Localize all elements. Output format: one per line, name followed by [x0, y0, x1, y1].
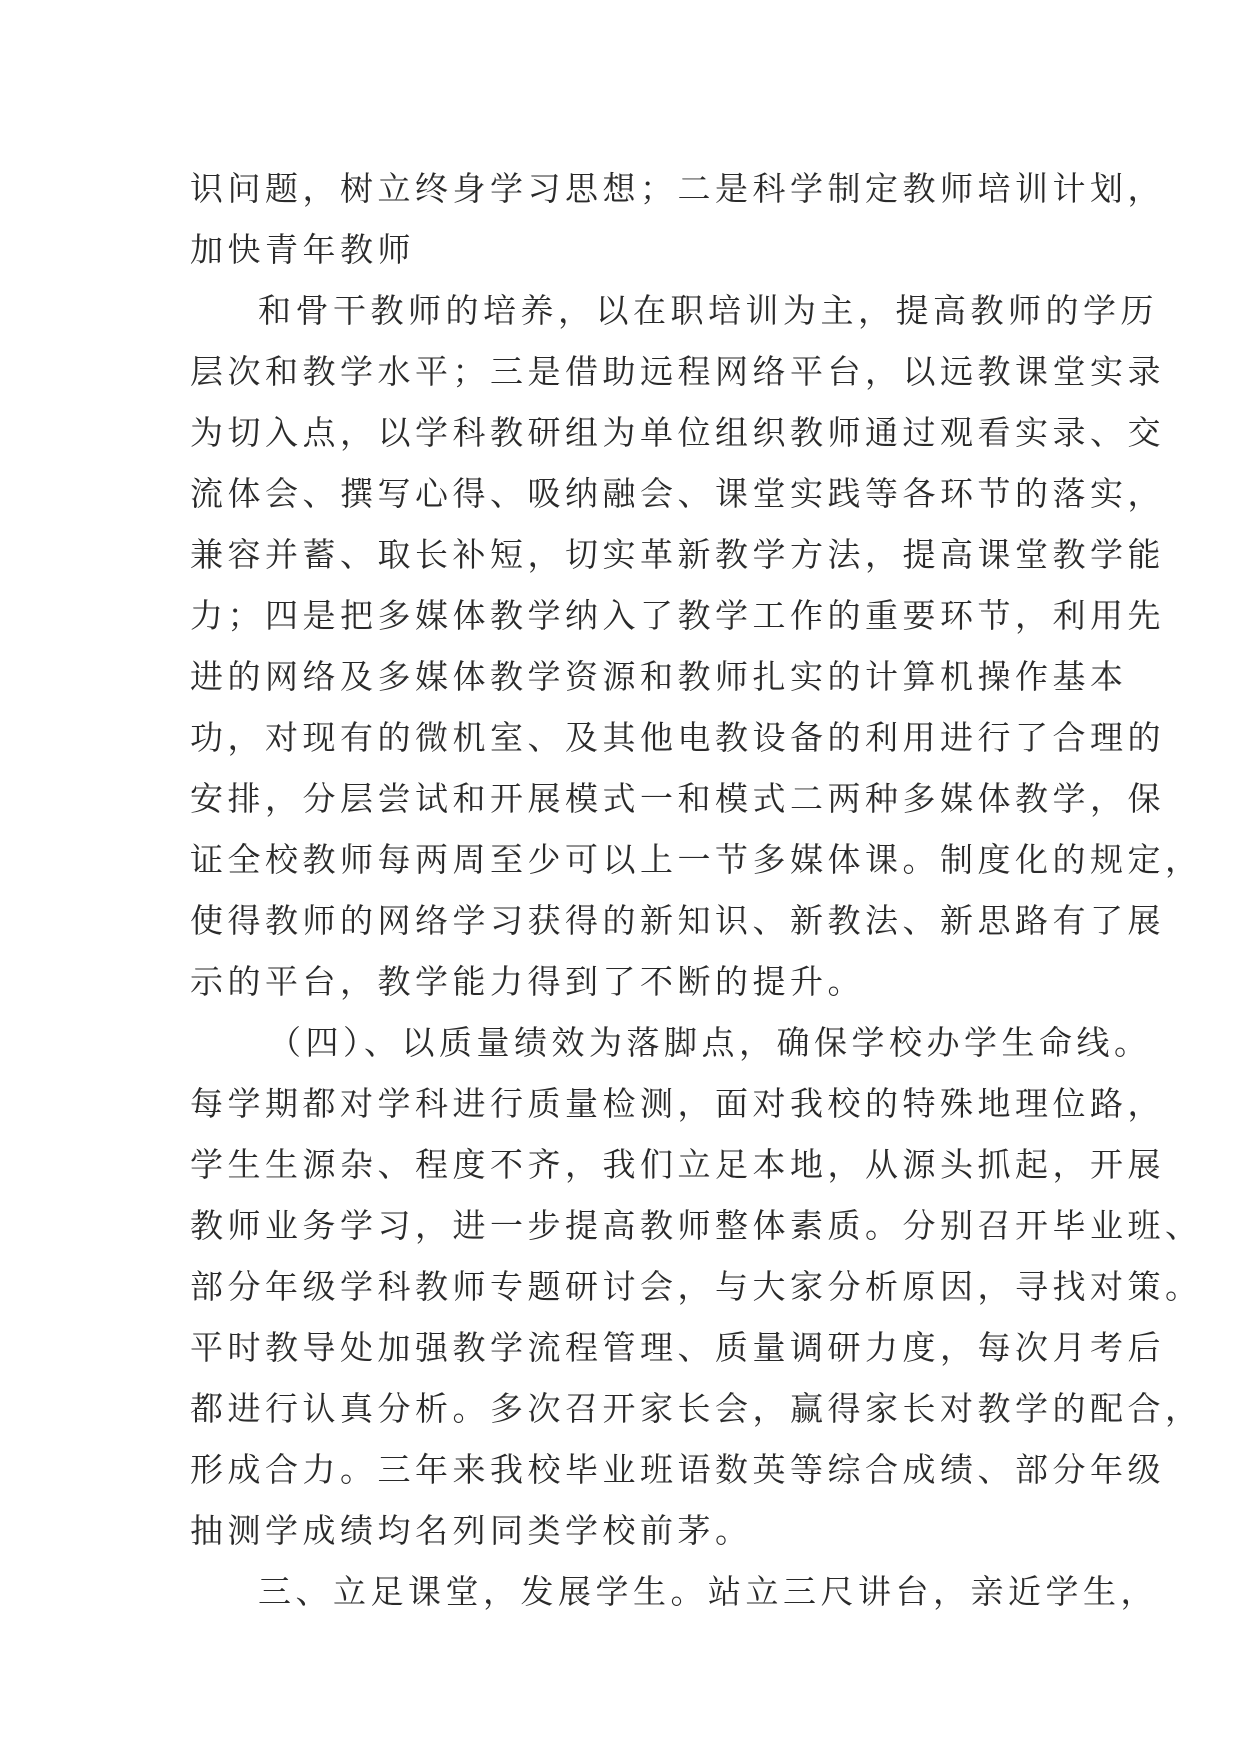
text-line: 进的网络及多媒体教学资源和教师扎实的计算机操作基本	[190, 657, 1128, 696]
text-line: 流体会、撰写心得、吸纳融会、课堂实践等各环节的落实，	[190, 474, 1165, 513]
text-line: 识问题，树立终身学习思想；二是科学制定教师培训计划，	[190, 169, 1165, 208]
text-line: 教师业务学习，进一步提高教师整体素质。分别召开毕业班、	[190, 1206, 1203, 1245]
body-text	[190, 158, 1203, 1622]
text-line: 使得教师的网络学习获得的新知识、新教法、新思路有了展	[190, 901, 1165, 940]
text-line: 抽测学成绩均名列同类学校前茅。	[190, 1511, 753, 1550]
text-line: 每学期都对学科进行质量检测，面对我校的特殊地理位路，	[190, 1084, 1165, 1123]
text-line: 和骨干教师的培养，以在职培训为主，提高教师的学历	[258, 291, 1158, 330]
text-line: 为切入点，以学科教研组为单位组织教师通过观看实录、交	[190, 413, 1165, 452]
text-line: 加快青年教师	[190, 230, 415, 269]
text-line: 力；四是把多媒体教学纳入了教学工作的重要环节，利用先	[190, 596, 1165, 635]
text-line: 兼容并蓄、取长补短，切实革新教学方法，提高课堂教学能	[190, 535, 1165, 574]
text-line: 都进行认真分析。多次召开家长会，赢得家长对教学的配合，	[190, 1389, 1203, 1428]
text-line: 层次和教学水平；三是借助远程网络平台，以远教课堂实录	[190, 352, 1165, 391]
text-line: 平时教导处加强教学流程管理、质量调研力度，每次月考后	[190, 1328, 1165, 1367]
text-line: 安排，分层尝试和开展模式一和模式二两种多媒体教学，保	[190, 779, 1165, 818]
text-line: 示的平台，教学能力得到了不断的提升。	[190, 962, 865, 1001]
text-line: 形成合力。三年来我校毕业班语数英等综合成绩、部分年级	[190, 1450, 1165, 1489]
section-heading: 三、立足课堂，发展学生。站立三尺讲台，亲近学生，	[258, 1572, 1158, 1611]
text-line: 学生生源杂、程度不齐，我们立足本地，从源头抓起，开展	[190, 1145, 1165, 1184]
text-line: 证全校教师每两周至少可以上一节多媒体课。制度化的规定，	[190, 840, 1203, 879]
text-line: 功，对现有的微机室、及其他电教设备的利用进行了合理的	[190, 718, 1165, 757]
section-heading: （四）、以质量绩效为落脚点，确保学校办学生命线。	[268, 1023, 1152, 1062]
text-line: 部分年级学科教师专题研讨会，与大家分析原因，寻找对策。	[190, 1267, 1203, 1306]
